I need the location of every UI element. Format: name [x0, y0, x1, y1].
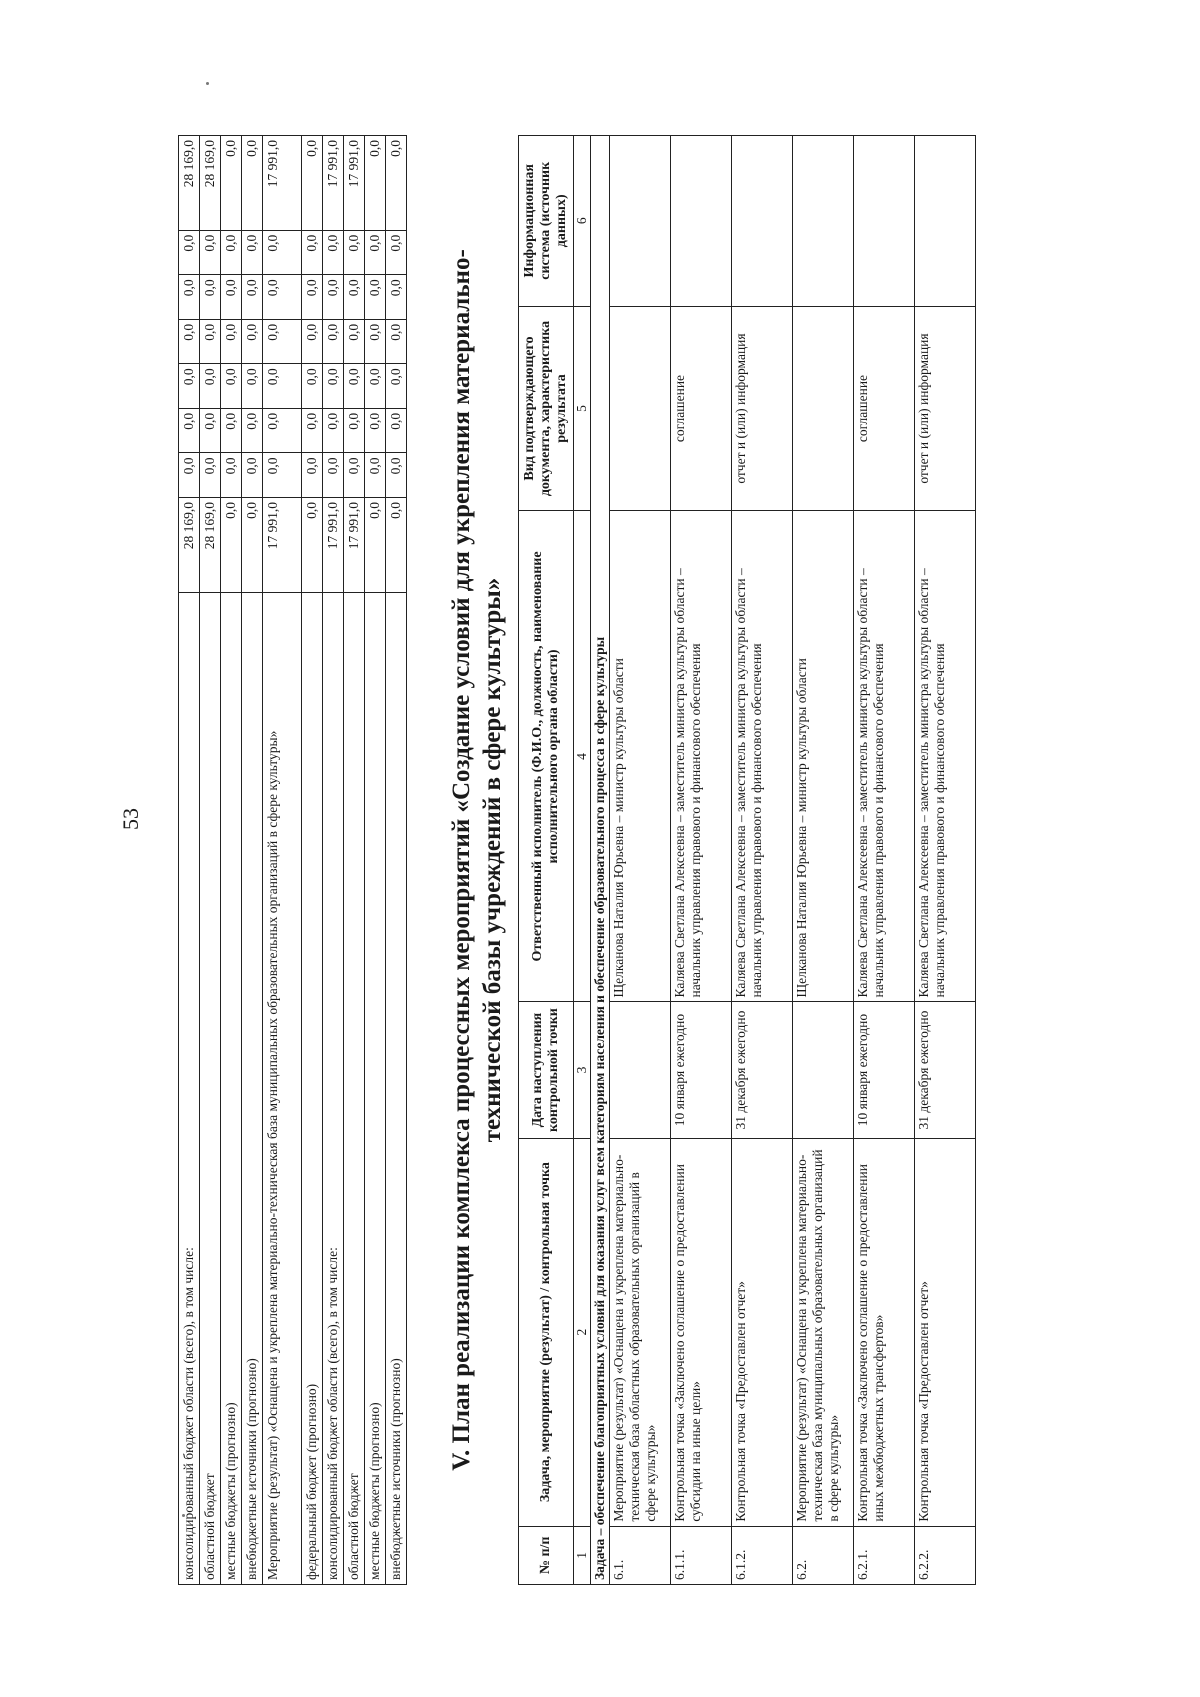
row-info-system: [854, 136, 915, 307]
budget-value-v3: 0,0: [200, 408, 221, 453]
budget-value-v5: 0,0: [221, 319, 242, 364]
row-number: 6.2.: [793, 1526, 854, 1584]
row-date: 31 декабря ежегодно: [732, 1002, 793, 1138]
budget-value-v2: 0,0: [242, 453, 263, 498]
row-responsible: Каляева Светлана Алексеевна – заместитель министра культуры области – начальник управления правового и финансового обеспечения: [915, 511, 976, 1002]
plan-row: [610, 136, 671, 1585]
row-date: 31 декабря ежегодно: [915, 1002, 976, 1138]
budget-value-v6: 0,0: [200, 275, 221, 320]
budget-value-v2: 0,0: [263, 453, 302, 498]
budget-value-total: 0,0: [242, 136, 263, 231]
row-number: 6.1.: [610, 1526, 671, 1584]
budget-value-v1: 0,0: [302, 497, 323, 592]
row-name: Контрольная точка «Заключено соглашение о предоставлении иных межбюджетных трансфертов»: [854, 1138, 915, 1526]
row-responsible: Каляева Светлана Алексеевна – заместитель министра культуры области – начальник управления правового и финансового обеспечения: [732, 511, 793, 1002]
budget-value-v2: 0,0: [200, 453, 221, 498]
header-task: Задача, мероприятие (результат) / контрольная точка: [519, 1138, 574, 1526]
row-number: 6.1.2.: [732, 1526, 793, 1584]
row-number: 6.2.2.: [915, 1526, 976, 1584]
section-title-line1: V. План реализации комплекса процессных мероприятий «Создание условий для укрепления материально-: [448, 249, 475, 1471]
budget-row-label: областной бюджет: [344, 592, 365, 1584]
budget-value-v5: 0,0: [200, 319, 221, 364]
budget-value-v6: 0,0: [242, 275, 263, 320]
header-responsible: Ответственный исполнитель (Ф.И.О., должность, наименование исполнительного органа области): [519, 511, 574, 1002]
row-responsible: Щелканова Наталия Юрьевна – министр культуры области: [793, 511, 854, 1002]
budget-value-v3: 0,0: [263, 408, 302, 453]
header-date: Дата наступления контрольной точки: [519, 1002, 574, 1138]
row-document: отчет и (или) информация: [732, 306, 793, 511]
row-info-system: [915, 136, 976, 307]
budget-value-v7: 0,0: [179, 230, 200, 275]
budget-value-v4: 0,0: [242, 364, 263, 409]
budget-row: [200, 136, 221, 1585]
page-number: 53: [118, 808, 143, 830]
budget-value-v2: 0,0: [302, 453, 323, 498]
budget-value-v6: 0,0: [344, 275, 365, 320]
section-title-line2: технической базы учреждений в сфере культуры»: [479, 577, 506, 1143]
budget-value-v2: 0,0: [365, 453, 386, 498]
budget-value-total: 0,0: [386, 136, 407, 231]
budget-value-v1: 17 991,0: [263, 497, 302, 592]
plan-header-row: [519, 136, 574, 1585]
budget-value-v4: 0,0: [302, 364, 323, 409]
budget-value-v4: 0,0: [323, 364, 344, 409]
budget-value-v5: 0,0: [179, 319, 200, 364]
budget-value-v5: 0,0: [242, 319, 263, 364]
budget-value-v3: 0,0: [242, 408, 263, 453]
budget-row: [263, 136, 302, 1585]
budget-value-v3: 0,0: [302, 408, 323, 453]
budget-value-v5: 0,0: [323, 319, 344, 364]
row-info-system: [671, 136, 732, 307]
budget-value-v4: 0,0: [179, 364, 200, 409]
budget-value-v5: 0,0: [344, 319, 365, 364]
budget-value-total: 17 991,0: [344, 136, 365, 231]
budget-table: [178, 135, 407, 1585]
rotated-sheet: [178, 135, 1038, 1585]
budget-row: [179, 136, 200, 1585]
budget-row-label: местные бюджеты (прогнозно): [221, 592, 242, 1584]
budget-row: [344, 136, 365, 1585]
row-responsible: Каляева Светлана Алексеевна – заместитель министра культуры области – начальник управления правового и финансового обеспечения: [854, 511, 915, 1002]
budget-value-total: 28 169,0: [179, 136, 200, 231]
budget-value-v2: 0,0: [344, 453, 365, 498]
budget-row-label: местные бюджеты (прогнозно): [365, 592, 386, 1584]
budget-value-v3: 0,0: [386, 408, 407, 453]
budget-value-v6: 0,0: [302, 275, 323, 320]
row-number: 6.2.1.: [854, 1526, 915, 1584]
index-cell: 1: [574, 1526, 591, 1584]
budget-row-label: областной бюджет: [200, 592, 221, 1584]
row-document: [793, 306, 854, 511]
row-number: 6.1.1.: [671, 1526, 732, 1584]
budget-value-v7: 0,0: [365, 230, 386, 275]
budget-value-v3: 0,0: [179, 408, 200, 453]
budget-value-total: 17 991,0: [323, 136, 344, 231]
index-cell: 4: [574, 511, 591, 1002]
budget-value-v6: 0,0: [323, 275, 344, 320]
task-row: [591, 136, 610, 1585]
budget-row: [302, 136, 323, 1585]
budget-value-v7: 0,0: [323, 230, 344, 275]
index-cell: 6: [574, 136, 591, 307]
budget-value-v4: 0,0: [344, 364, 365, 409]
budget-value-total: 28 169,0: [200, 136, 221, 231]
budget-row-label: внебюджетные источники (прогнозно): [242, 592, 263, 1584]
row-name: Мероприятие (результат) «Оснащена и укреплена материально-техническая база муниципальных образовательных организаций в сфере культуры»: [793, 1138, 854, 1526]
budget-value-v6: 0,0: [263, 275, 302, 320]
budget-value-v1: 0,0: [242, 497, 263, 592]
budget-value-v1: 17 991,0: [344, 497, 365, 592]
row-info-system: [732, 136, 793, 307]
header-document: Вид подтверждающего документа, характеристика результата: [519, 306, 574, 511]
row-date: 10 января ежегодно: [671, 1002, 732, 1138]
budget-value-v7: 0,0: [221, 230, 242, 275]
budget-value-v2: 0,0: [323, 453, 344, 498]
budget-value-total: 0,0: [221, 136, 242, 231]
scan-speck: [206, 82, 209, 85]
plan-row: [732, 136, 793, 1585]
budget-value-v1: 28 169,0: [179, 497, 200, 592]
budget-value-v4: 0,0: [365, 364, 386, 409]
budget-row: [221, 136, 242, 1585]
budget-value-total: 0,0: [302, 136, 323, 231]
budget-value-v4: 0,0: [221, 364, 242, 409]
row-name: Контрольная точка «Предоставлен отчет»: [732, 1138, 793, 1526]
row-date: [610, 1002, 671, 1138]
row-name: Мероприятие (результат) «Оснащена и укреплена материально-техническая база областных образовательных организаций в сфере культуры»: [610, 1138, 671, 1526]
budget-row-label: Мероприятие (результат) «Оснащена и укреплена материально-техническая база муниципальных образовательных организаций в сфере культуры»: [263, 592, 302, 1584]
section-title: [446, 135, 508, 1585]
row-name: Контрольная точка «Предоставлен отчет»: [915, 1138, 976, 1526]
budget-value-v1: 0,0: [386, 497, 407, 592]
row-name: Контрольная точка «Заключено соглашение о предоставлении субсидии на иные цели»: [671, 1138, 732, 1526]
index-cell: 5: [574, 306, 591, 511]
budget-value-v2: 0,0: [179, 453, 200, 498]
budget-row-label: внебюджетные источники (прогнозно): [386, 592, 407, 1584]
plan-row: [671, 136, 732, 1585]
budget-value-v1: 0,0: [365, 497, 386, 592]
budget-value-v7: 0,0: [200, 230, 221, 275]
plan-table: [518, 135, 976, 1585]
budget-value-v7: 0,0: [263, 230, 302, 275]
budget-row-label: федеральный бюджет (прогнозно): [302, 592, 323, 1584]
row-date: 10 января ежегодно: [854, 1002, 915, 1138]
budget-value-v7: 0,0: [242, 230, 263, 275]
row-document: [610, 306, 671, 511]
index-cell: 3: [574, 1002, 591, 1138]
row-responsible: Щелканова Наталия Юрьевна – министр культуры области: [610, 511, 671, 1002]
budget-row: [323, 136, 344, 1585]
budget-value-v3: 0,0: [221, 408, 242, 453]
budget-value-v1: 28 169,0: [200, 497, 221, 592]
budget-row-label: консолидированный бюджет области (всего), в том числе:: [323, 592, 344, 1584]
budget-value-v4: 0,0: [200, 364, 221, 409]
budget-value-v4: 0,0: [263, 364, 302, 409]
budget-value-v1: 17 991,0: [323, 497, 344, 592]
budget-value-total: 0,0: [365, 136, 386, 231]
budget-value-v1: 0,0: [221, 497, 242, 592]
budget-value-v3: 0,0: [323, 408, 344, 453]
plan-row: [854, 136, 915, 1585]
budget-value-v5: 0,0: [263, 319, 302, 364]
budget-value-v7: 0,0: [344, 230, 365, 275]
header-info-system: Информационная система (источник данных): [519, 136, 574, 307]
budget-value-v3: 0,0: [344, 408, 365, 453]
budget-value-v5: 0,0: [302, 319, 323, 364]
budget-value-v6: 0,0: [221, 275, 242, 320]
header-number: № п/п: [519, 1526, 574, 1584]
budget-value-v4: 0,0: [386, 364, 407, 409]
budget-value-v2: 0,0: [221, 453, 242, 498]
budget-row-label: консолидированный бюджет области (всего), в том числе:: [179, 592, 200, 1584]
budget-value-v7: 0,0: [302, 230, 323, 275]
budget-value-v6: 0,0: [179, 275, 200, 320]
plan-row: [793, 136, 854, 1585]
row-info-system: [610, 136, 671, 307]
budget-value-v5: 0,0: [365, 319, 386, 364]
budget-row: [365, 136, 386, 1585]
index-cell: 2: [574, 1138, 591, 1526]
row-document: отчет и (или) информация: [915, 306, 976, 511]
row-document: соглашение: [671, 306, 732, 511]
budget-row: [242, 136, 263, 1585]
budget-value-v5: 0,0: [386, 319, 407, 364]
column-index-row: [574, 136, 591, 1585]
budget-value-v6: 0,0: [365, 275, 386, 320]
budget-value-v3: 0,0: [365, 408, 386, 453]
row-info-system: [793, 136, 854, 307]
row-responsible: Каляева Светлана Алексеевна – заместитель министра культуры области – начальник управления правового и финансового обеспечения: [671, 511, 732, 1002]
budget-row: [386, 136, 407, 1585]
row-date: [793, 1002, 854, 1138]
task-text: Задача – обеспечение благоприятных условий для оказания услуг всем категориям населения и обеспечение образовательного процесса в сфере культуры: [591, 136, 610, 1585]
row-document: соглашение: [854, 306, 915, 511]
budget-value-v2: 0,0: [386, 453, 407, 498]
budget-value-v7: 0,0: [386, 230, 407, 275]
budget-value-v6: 0,0: [386, 275, 407, 320]
plan-row: [915, 136, 976, 1585]
budget-value-total: 17 991,0: [263, 136, 302, 231]
